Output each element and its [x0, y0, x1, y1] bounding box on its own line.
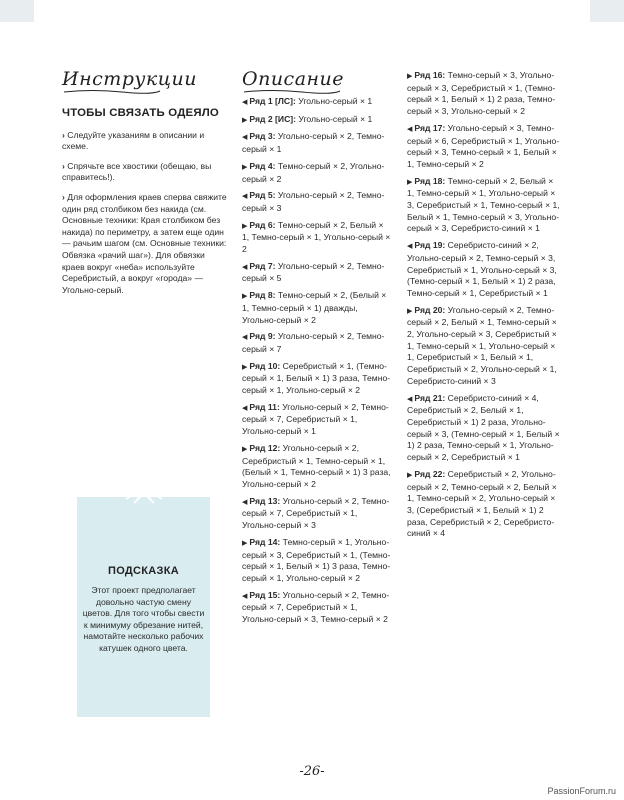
row-text: Угольно-серый × 2, Темно-серый × 2, Белый × 1, Темно-серый × 2, Угольно-серый × 3, Серебристый × 1, Темно-серый × 1, Угольно-серый × 1, Серебристый × 1, Белый × 1, Серебристый × 2, Угольно-серый × 1, Серебристо-синий × 3 [407, 304, 557, 386]
pattern-row [407, 176, 562, 236]
bullet-icon: › [62, 160, 68, 171]
arrow-left-icon: ◀ [242, 134, 248, 142]
watermark: PassionForum.ru [547, 786, 616, 796]
pattern-row [242, 190, 392, 214]
arrow-left-icon: ◀ [242, 404, 248, 412]
row-label: Ряд 18: [414, 175, 446, 186]
arrow-left-icon: ◀ [242, 99, 248, 106]
pattern-row [407, 123, 562, 171]
arrow-left-icon: ◀ [407, 125, 413, 133]
row-text: Серебристо-синий × 4, Серебристый × 2, Белый × 1, Серебристый × 1) 2 раза, Угольно-серый × 3, (Темно-серый × 1, Белый × 1) 2 раза, Темно-серый × 1, Угольно-серый × 2, Серебристый × 1 [407, 392, 560, 463]
pattern-row [242, 114, 392, 127]
pattern-row [407, 70, 562, 118]
tip-ribbon-icon [116, 479, 172, 535]
row-label: Ряд 21: [414, 392, 446, 403]
pattern-row [407, 305, 562, 388]
arrow-right-icon: ▶ [242, 163, 248, 171]
bullet-icon: › [62, 191, 68, 202]
instruction-item [62, 161, 227, 184]
row-text: Угольно-серый × 1 [296, 113, 373, 124]
instructions-heading: Инструкции [62, 68, 197, 96]
row-text: Темно-серый × 3, Угольно-серый × 3, Серебристый × 1, (Темно-серый × 1, Белый × 1) 2 раза, Темно-серый × 3, Угольно-серый × 2 [407, 70, 556, 117]
row-label: Ряд 15: [249, 589, 281, 600]
row-label: Ряд 12: [249, 442, 281, 453]
pattern-row [242, 590, 392, 626]
row-label: Ряд 17: [414, 122, 446, 133]
row-label: Ряд 19: [414, 240, 446, 251]
instruction-text: Для оформления краев сперва свяжите один ряд столбиком без накида (см. Основные техники: Края столбиком без накида) по периметру, а затем еще один — рачьим шагом (см. Основные техники: Обвязка «рачий шаг»). Для обвязки краев вокруг «неба» используйте Серебристый, а вокруг «города» — Угольно-серый. [62, 191, 227, 295]
instruction-item [62, 192, 227, 296]
arrow-right-icon: ▶ [242, 293, 248, 301]
pattern-row [407, 469, 562, 540]
row-label: Ряд 11: [249, 401, 280, 412]
corner-decoration-left [0, 0, 34, 22]
description-heading: Описание [242, 68, 344, 96]
row-label: Ряд 9: [249, 331, 276, 342]
row-text: Темно-серый × 1, Угольно-серый × 3, Серебристый × 1, (Темно-серый × 1, Белый × 1) 3 раза, Темно-серый × 1, Угольно-серый × 2 [242, 536, 391, 583]
row-text: Угольно-серый × 2, Темно-серый × 3 [242, 190, 385, 213]
pattern-row [242, 496, 392, 532]
row-text: Угольно-серый × 2, Темно-серый × 7 [242, 331, 385, 354]
row-text: Серебристый × 2, Угольно-серый × 2, Темно-серый × 2, Белый × 1, Темно-серый × 2, Угольно-серый × 3, (Серебристый × 1, Белый × 1) 2 раза, Серебристый × 2, Серебристо-синий × 4 [407, 468, 557, 539]
pattern-row [407, 393, 562, 464]
pattern-row [242, 290, 392, 326]
pattern-row [242, 261, 392, 285]
arrow-right-icon: ▶ [242, 116, 248, 124]
row-text: Угольно-серый × 2, Темно-серый × 7, Серебристый × 1, Угольно-серый × 1 [242, 401, 389, 437]
bullet-icon: › [62, 129, 68, 140]
arrow-left-icon: ◀ [242, 592, 248, 600]
tip-text: Этот проект предполагает довольно частую смену цветов. Для того чтобы свести к минимуму обрезание нитей, намотайте несколько рабочих катушек одного цвета. [82, 585, 205, 653]
row-text: Угольно-серый × 3, Темно-серый × 6, Серебристый × 1, Угольно-серый × 3, Темно-серый × 1, Белый × 1, Темно-серый × 2 [407, 122, 560, 169]
arrow-right-icon: ▶ [407, 471, 413, 479]
instruction-text: Спрячьте все хвостики (обещаю, вы справитесь!). [62, 160, 212, 183]
row-text: Темно-серый × 2, Угольно-серый × 2 [242, 160, 385, 184]
pattern-row [242, 331, 392, 355]
row-text: Серебристый × 1, (Темно-серый × 1, Белый × 1) 3 раза, Темно-серый × 1, Угольно-серый × 2 [242, 360, 391, 396]
row-label: Ряд 4: [249, 160, 276, 171]
pattern-row [242, 96, 392, 109]
pattern-row [242, 361, 392, 397]
row-label: Ряд 8: [249, 290, 276, 301]
arrow-right-icon: ▶ [242, 222, 248, 230]
row-text: Темно-серый × 2, (Белый × 1, Темно-серый × 1) дважды, Угольно-серый × 2 [242, 290, 387, 325]
row-text: Темно-серый × 2, Белый × 1, Темно-серый × 1, Угольно-серый × 2 [242, 219, 391, 255]
row-label: Ряд 13: [249, 495, 281, 506]
row-text: Серебристо-синий × 2, Угольно-серый × 2, Темно-серый × 3, Серебристый × 1, Угольно-серый × 3, (Темно-серый × 1, Белый × 1) 2 раза, Темно-серый × 1, Серебристый × 1 [407, 240, 557, 298]
row-label: Ряд 6: [249, 219, 276, 230]
row-text: Угольно-серый × 2, Серебристый × 1, Темно-серый × 1, (Белый × 1, Темно-серый × 1) 3 раза, Угольно-серый × 2 [242, 442, 391, 489]
arrow-right-icon: ▶ [407, 73, 413, 80]
row-text: Угольно-серый × 2, Темно-серый × 7, Серебристый × 1, Угольно-серый × 3, Темно-серый × 2 [242, 589, 390, 625]
arrow-right-icon: ▶ [242, 445, 248, 453]
arrow-left-icon: ◀ [407, 395, 413, 403]
arrow-right-icon: ▶ [242, 539, 248, 547]
pattern-row [242, 402, 392, 438]
arrow-left-icon: ◀ [242, 334, 248, 342]
row-label: Ряд 2 [ИС]: [249, 113, 297, 124]
row-label: Ряд 16: [414, 70, 446, 80]
pattern-row [242, 537, 392, 585]
row-label: Ряд 5: [249, 190, 276, 201]
pattern-row [242, 161, 392, 185]
description-column-1 [242, 96, 392, 631]
instruction-text: Следуйте указаниям в описании и схеме. [62, 129, 205, 152]
row-text: Угольно-серый × 2, Темно-серый × 1 [242, 131, 385, 155]
arrow-left-icon: ◀ [407, 243, 413, 251]
corner-decoration-right [590, 0, 624, 22]
arrow-left-icon: ◀ [242, 263, 248, 271]
instructions-list [62, 130, 227, 297]
row-text: Угольно-серый × 1 [295, 96, 373, 106]
instructions-section [62, 108, 227, 304]
arrow-left-icon: ◀ [242, 498, 248, 506]
pattern-row [242, 131, 392, 155]
pattern-row [407, 240, 562, 300]
row-text: Угольно-серый × 2, Темно-серый × 5 [242, 260, 385, 284]
row-label: Ряд 22: [414, 468, 446, 479]
row-text: Темно-серый × 2, Белый × 1, Темно-серый × 1, Угольно-серый × 3, Серебристый × 1, Темно-серый × 1, Белый × 1, Темно-серый × 3, Угольно-серый × 3, Серебристо-синий × 1 [407, 175, 560, 234]
row-label: Ряд 7: [249, 260, 276, 271]
row-label: Ряд 20: [414, 304, 446, 315]
row-label: Ряд 1 [ЛС]: [249, 96, 296, 106]
instruction-item [62, 130, 227, 153]
arrow-right-icon: ▶ [407, 178, 413, 186]
row-label: Ряд 14: [249, 536, 281, 547]
page-number: -26- [299, 764, 325, 779]
tip-title: ПОДСКАЗКА [107, 565, 179, 577]
arrow-right-icon: ▶ [242, 363, 248, 371]
description-column-2 [407, 70, 562, 545]
row-label: Ряд 10: [249, 360, 281, 371]
instructions-subtitle: ЧТОБЫ СВЯЗАТЬ ОДЕЯЛО [62, 107, 219, 119]
arrow-left-icon: ◀ [242, 193, 248, 201]
pattern-row [242, 443, 392, 491]
row-text: Угольно-серый × 2, Темно-серый × 7, Серебристый × 1, Угольно-серый × 3 [242, 495, 390, 531]
arrow-right-icon: ▶ [407, 307, 413, 315]
pattern-row [242, 220, 392, 256]
row-label: Ряд 3: [249, 131, 276, 142]
